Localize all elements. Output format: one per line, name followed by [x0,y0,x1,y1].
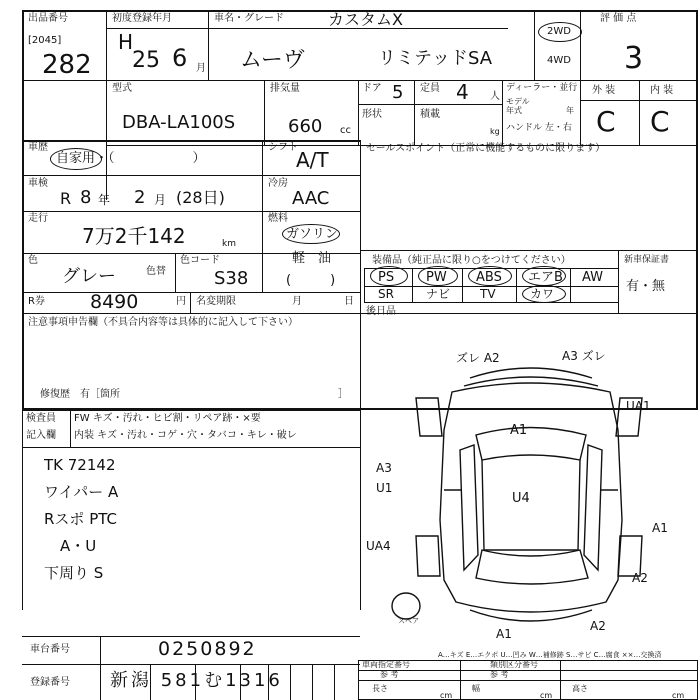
ext-value: C [596,105,616,138]
first-reg-era: H [118,30,134,54]
cap-value: 4 [456,80,469,104]
dim-width: 幅 [472,684,480,693]
sales-label: セールスポイント（正常に機能するものに限ります） [366,143,606,154]
color-value: グレー [62,266,116,287]
inspection-year: 8 [80,187,92,208]
equip-airbag-circle [522,266,566,286]
score-label: 評 価 点 [600,13,637,24]
car-damage-diagram [360,340,698,640]
color-code-label: 色コード [180,255,220,266]
inspector-label2: 記入欄 [26,430,56,441]
disp-label: 排気量 [270,83,300,94]
model-year-unit: 年 [566,106,574,115]
door-value: 5 [392,82,404,103]
mark-rear-a2: A2 [590,619,606,633]
equip-abs: ABS [476,270,502,285]
dim-height-unit: cm [672,691,685,700]
model-label: 型式 [112,83,132,94]
drive-2wd: 2WD [547,26,571,37]
cap-unit: 人 [490,91,500,102]
door-label: ドア [362,83,382,94]
mark-u1-left: U1 [376,481,393,495]
disp-unit: cc [340,125,351,136]
warranty-value: 有・無 [626,279,666,294]
shape-label: 形状 [362,109,382,120]
int-label: 内 装 [650,85,674,96]
drive-4wd: 4WD [547,55,571,66]
model-year-label: モデル [506,97,530,106]
history-label: 車歴 [28,142,48,153]
equip-ps-circle [370,266,408,286]
ext-note-label: 後日品 [366,306,396,317]
spare-label: スペア [398,617,419,625]
equip-airbag: エアB [528,270,563,285]
chassis-value: 0250892 [158,638,257,660]
load-unit: kg [490,127,500,136]
ac-value: AAC [292,188,330,209]
first-reg-label: 初度登録年月 [112,13,172,24]
mark-ua4: UA4 [366,539,391,553]
mark-hood: A1 [510,423,528,438]
name-model: ムーヴ [240,48,305,73]
equip-pw: PW [426,270,447,285]
inspection-year-unit: 年 [98,193,111,207]
cap-label: 定員 [420,83,440,94]
dim-ref1: 参 考 [380,670,399,679]
dim-ref2: 参 考 [490,670,509,679]
recycle-unit: 円 [176,296,186,307]
recycle-label: R券 [28,296,45,307]
plate-label: 登録番号 [30,677,70,688]
shift-value: A/T [296,148,329,172]
dim-length-unit: cm [440,691,453,700]
dim-width-unit: cm [540,691,553,700]
equip-sr: SR [378,287,394,301]
dim-length: 長さ [372,684,388,693]
handle-label: ハンドル 左・右 [506,123,572,133]
mark-ua1: UA1 [626,399,651,413]
name-label: 車名・グレード [214,13,284,24]
equip-ps: PS [378,270,395,285]
memo-line-5: 下周り S [44,564,104,582]
chassis-label: 車台番号 [30,644,70,655]
mileage-value: 7万2千142 [82,224,186,248]
name-top: カスタムX [328,10,403,29]
mark-front-left: ズレ A2 [456,351,500,365]
memo-line-2: ワイパー A [44,483,119,501]
memo-line-1: TK 72142 [44,456,116,474]
dim-label2: 類別区分番号 [490,660,538,669]
title-label: 名変期限 [196,296,236,307]
mileage-unit: km [222,239,236,249]
model-code: DBA-LA100S [122,112,236,133]
memo-line-3: Rスポ PTC [44,510,117,528]
lot-number: 282 [42,50,92,80]
check-row2: 内装 キズ・汚れ・コゲ・穴・タバコ・キレ・破レ [74,430,297,441]
color-swap-label: 色替 [146,266,166,277]
equip-navi: ナビ [426,287,451,301]
mark-rear-a1: A1 [496,627,512,641]
dim-label1: 車両指定番号 [362,660,410,669]
repair-label: 修復歴 有［箇所 [40,389,120,400]
ac-label: 冷房 [268,178,288,189]
warranty-label: 新車保証書 [624,255,670,265]
fuel-gas: ガソリン [286,227,339,242]
model-year-label2: 年式 [506,106,522,115]
equip-aw: AW [582,270,604,285]
score-value: 3 [624,41,644,76]
dealer-label: ディーラー・並行 [506,83,578,93]
fuel-diesel: 軽 油 [292,251,332,266]
mark-a3-left: A3 [376,461,392,475]
lot-sub: [2045] [28,35,62,46]
mark-a1-right: A1 [652,521,668,535]
inspection-day: (28日) [176,188,225,207]
ext-label: 外 装 [592,85,616,96]
mark-a2-right: A2 [632,571,648,585]
equip-pw-circle [418,266,458,286]
lot-label: 出品番号 [28,13,68,24]
equip-leather: カワ [530,287,555,301]
month-unit: 月 [196,63,206,74]
first-reg-month: 6 [172,44,188,72]
shift-label: シフト [268,142,298,153]
equip-leather-circle [522,285,566,303]
color-label: 色 [28,255,38,266]
equip-abs-circle [468,266,512,286]
check-row1: FW キズ・汚れ・ヒビ割・リペア跡・×要 [74,413,261,424]
mark-front-right: A3 ズレ [562,349,606,363]
inspector-label: 検査員 [26,413,56,424]
plate-value: 新潟 581む1316 [110,670,283,691]
fuel-other: ( ) [286,273,336,288]
title-month: 月 [292,296,302,307]
inspection-month: 2 [134,187,146,208]
dim-height: 高さ [572,684,588,693]
equip-label: 装備品（純正品に限り○をつけてください） [372,255,571,266]
memo-line-4: A・U [60,537,97,555]
mark-roof: U4 [512,491,530,506]
mileage-label: 走行 [28,213,48,224]
repair-close: ］ [338,389,348,400]
int-value: C [650,105,670,138]
inspection-era: R [60,189,72,208]
name-grade: リミテッドSA [378,48,493,69]
load-label: 積載 [420,109,440,120]
first-reg-year: 25 [132,48,160,73]
fuel-label: 燃料 [268,213,288,224]
diagram-legend: A…キズ E…エクボ U…凹み W…補修跡 S…サビ C…腐食 ××…交換済 [438,651,662,659]
equip-tv: TV [480,287,496,301]
inspection-month-unit: 月 [154,193,167,207]
title-day: 日 [344,296,354,307]
caution-label: 注意事項申告欄（不具合内容等は具体的に記入して下さい） [28,317,298,328]
recycle-value: 8490 [90,291,139,313]
disp-value: 660 [288,116,323,137]
inspection-label: 車検 [28,178,48,189]
history-value: 自家用・（ ） [56,151,206,166]
color-code-value: S38 [214,268,249,289]
